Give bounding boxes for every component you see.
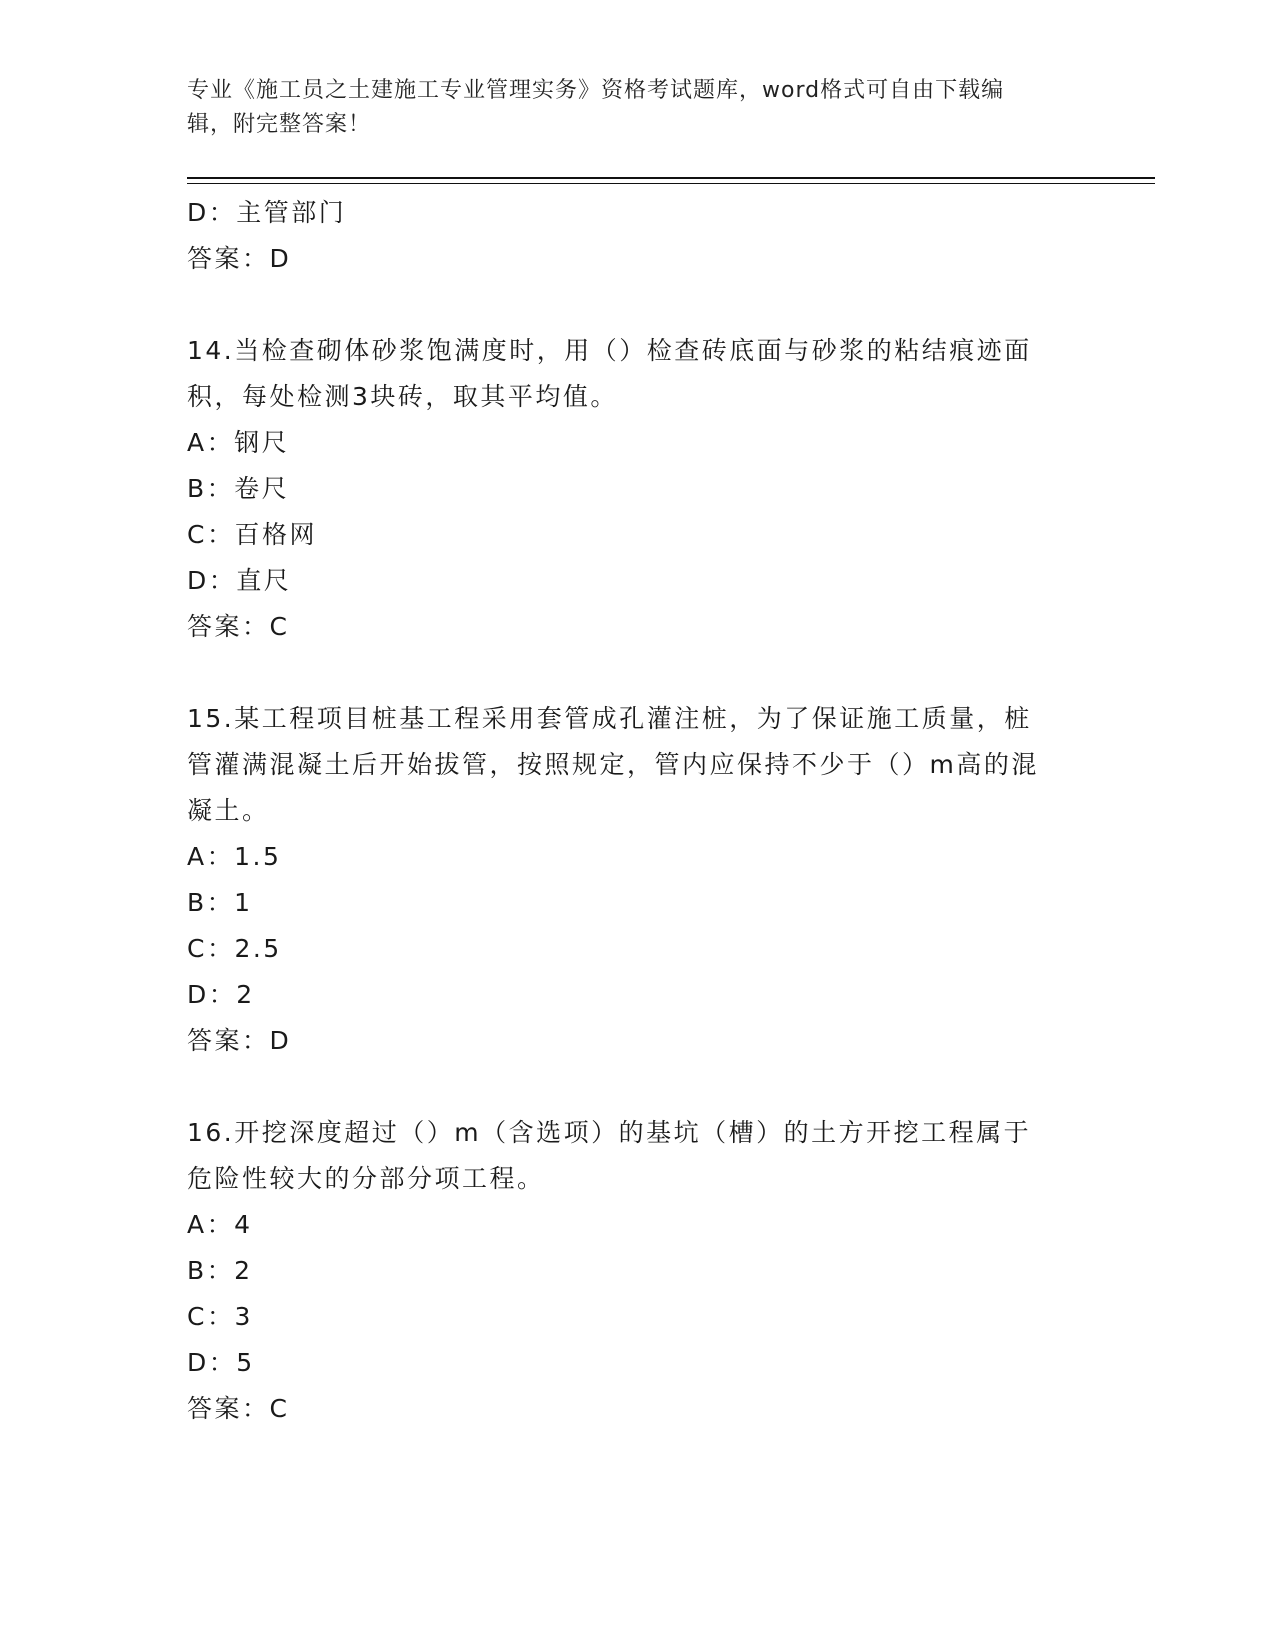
option-c: C：2.5	[187, 934, 282, 963]
question-text-line: 管灌满混凝土后开始拔管，按照规定，管内应保持不少于（）m高的混	[187, 750, 1039, 779]
option-c: C：百格网	[187, 520, 317, 549]
question-14	[187, 328, 1087, 650]
option-a: A：4	[187, 1210, 253, 1239]
option-b: B：卷尺	[187, 474, 290, 503]
header-divider-thick	[187, 177, 1155, 179]
option-b: B：1	[187, 888, 253, 917]
header-line-1: 专业《施工员之土建施工专业管理实务》资格考试题库，word格式可自由下载编	[187, 78, 1005, 103]
document-header	[187, 74, 1072, 142]
option-d: D：5	[187, 1348, 255, 1377]
header-divider-thin	[187, 183, 1155, 184]
option-d: D：直尺	[187, 566, 292, 595]
question-list	[187, 190, 1087, 1432]
option-b: B：2	[187, 1256, 253, 1285]
question-text-line: 16.开挖深度超过（）m（含选项）的基坑（槽）的土方开挖工程属于	[187, 1118, 1032, 1147]
question-text-line: 14.当检查砌体砂浆饱满度时，用（）检查砖底面与砂浆的粘结痕迹面	[187, 336, 1032, 365]
header-line-2: 辑，附完整答案！	[187, 112, 372, 137]
option-d: D：主管部门	[187, 198, 347, 227]
answer-line: 答案：D	[187, 244, 292, 273]
question-text-line: 15.某工程项目桩基工程采用套管成孔灌注桩，为了保证施工质量，桩	[187, 704, 1032, 733]
question-text-line: 积，每处检测3块砖，取其平均值。	[187, 382, 618, 411]
question-text-line: 危险性较大的分部分项工程。	[187, 1164, 545, 1193]
question-15	[187, 696, 1087, 1064]
option-c: C：3	[187, 1302, 253, 1331]
option-a: A：钢尺	[187, 428, 290, 457]
answer-line: 答案：D	[187, 1026, 292, 1055]
option-d: D：2	[187, 980, 255, 1009]
question-text-line: 凝土。	[187, 796, 270, 825]
answer-line: 答案：C	[187, 1394, 290, 1423]
option-a: A：1.5	[187, 842, 282, 871]
answer-line: 答案：C	[187, 612, 290, 641]
question-16	[187, 1110, 1087, 1432]
